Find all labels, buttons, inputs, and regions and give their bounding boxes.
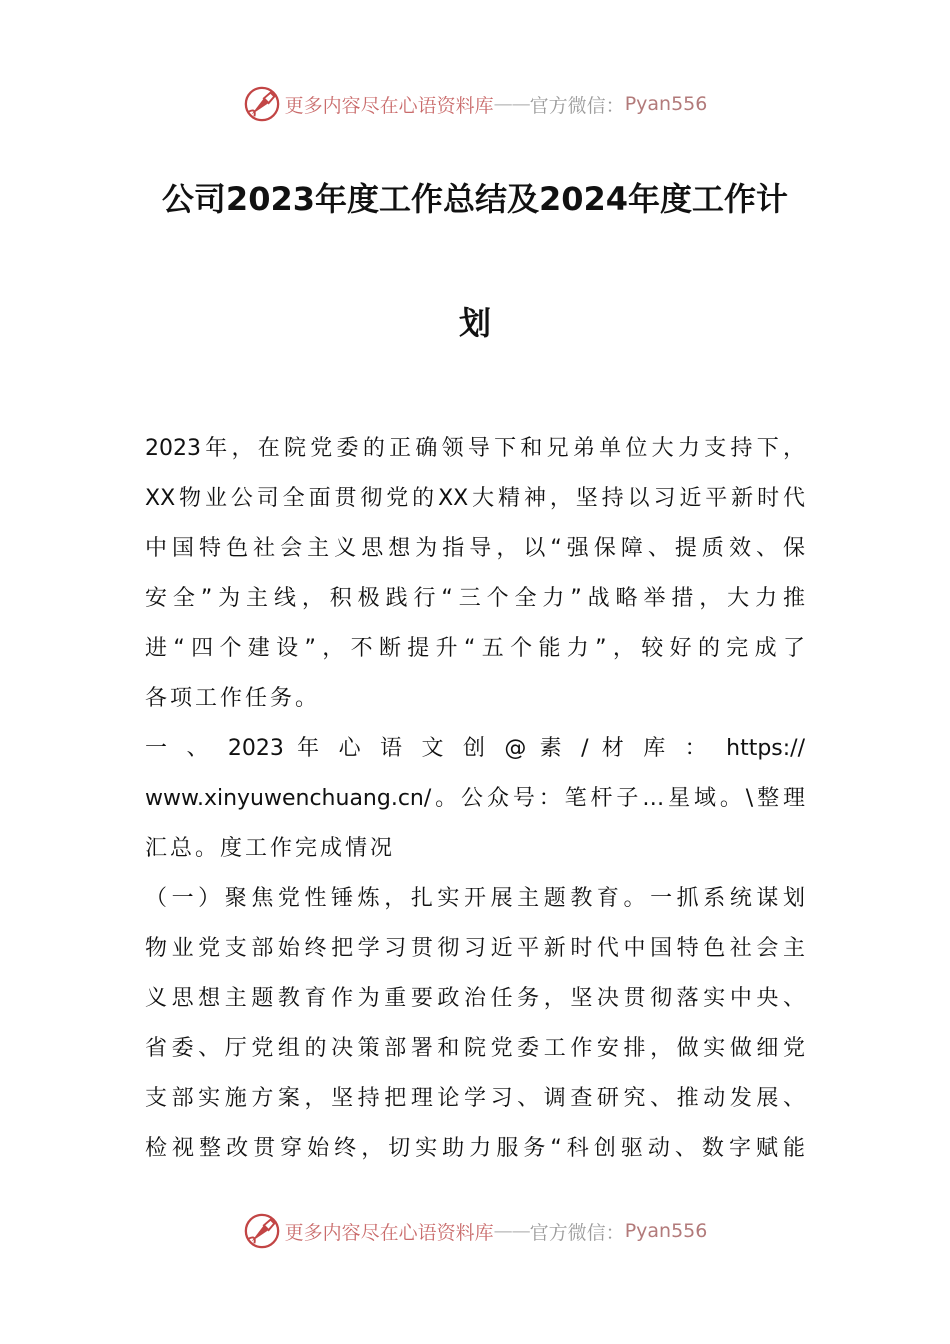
banner-main-text: 更多内容尽在心语资料库 [284,1221,494,1244]
body-line: 汇总。度工作完成情况 [145,836,396,861]
body-line: 中国特色社会主义思想为指导，以“强保障、提质效、保 [145,536,805,561]
body-line: 各项工作任务。 [145,686,321,711]
body-line: 检视整改贯穿始终，切实助力服务“科创驱动、数字赋能 [145,1136,805,1161]
banner-wechat-label: 官方微信： [529,94,625,117]
document-body [145,424,805,1174]
body-line: 义思想主题教育作为重要政治任务，坚决贯彻落实中央、 [145,986,805,1011]
banner-wechat-id: Pyan556 [624,1220,708,1242]
banner-main-text: 更多内容尽在心语资料库 [284,94,494,117]
pen-nib-logo-icon [243,1212,281,1250]
body-line: 2023年，在院党委的正确领导下和兄弟单位大力支持下， [145,436,805,461]
body-line: 安全”为主线，积极践行“三个全力”战略举措，大力推 [145,586,805,611]
body-line: （一）聚焦党性锤炼，扎实开展主题教育。一抓系统谋划 [145,886,805,911]
header-banner [0,84,950,124]
banner-separator: —— [493,1220,530,1242]
body-line: 物业党支部始终把学习贯彻习近平新时代中国特色社会主 [145,936,805,961]
document-title-line2: 划 [458,304,491,342]
body-line: 一 、 2023 年 心 语 文 创 @ 素 / 材 库 ： https:// [145,736,805,761]
body-line: 省委、厅党组的决策部署和院党委工作安排，做实做细党 [145,1036,805,1061]
body-line: www.xinyuwenchuang.cn/。公众号：笔杆子…星域。\整理 [145,786,805,811]
banner-wechat-label: 官方微信： [529,1221,625,1244]
footer-banner [0,1211,950,1251]
body-line: XX物业公司全面贯彻党的XX大精神，坚持以习近平新时代 [145,486,805,511]
banner-separator: —— [493,93,530,115]
body-line: 支部实施方案，坚持把理论学习、调查研究、推动发展、 [145,1086,805,1111]
pen-nib-logo-icon [243,85,281,123]
body-line: 进“四个建设”，不断提升“五个能力”，较好的完成了 [145,636,805,661]
document-title-line1: 公司2023年度工作总结及2024年度工作计 [161,180,789,218]
banner-wechat-id: Pyan556 [624,93,708,115]
